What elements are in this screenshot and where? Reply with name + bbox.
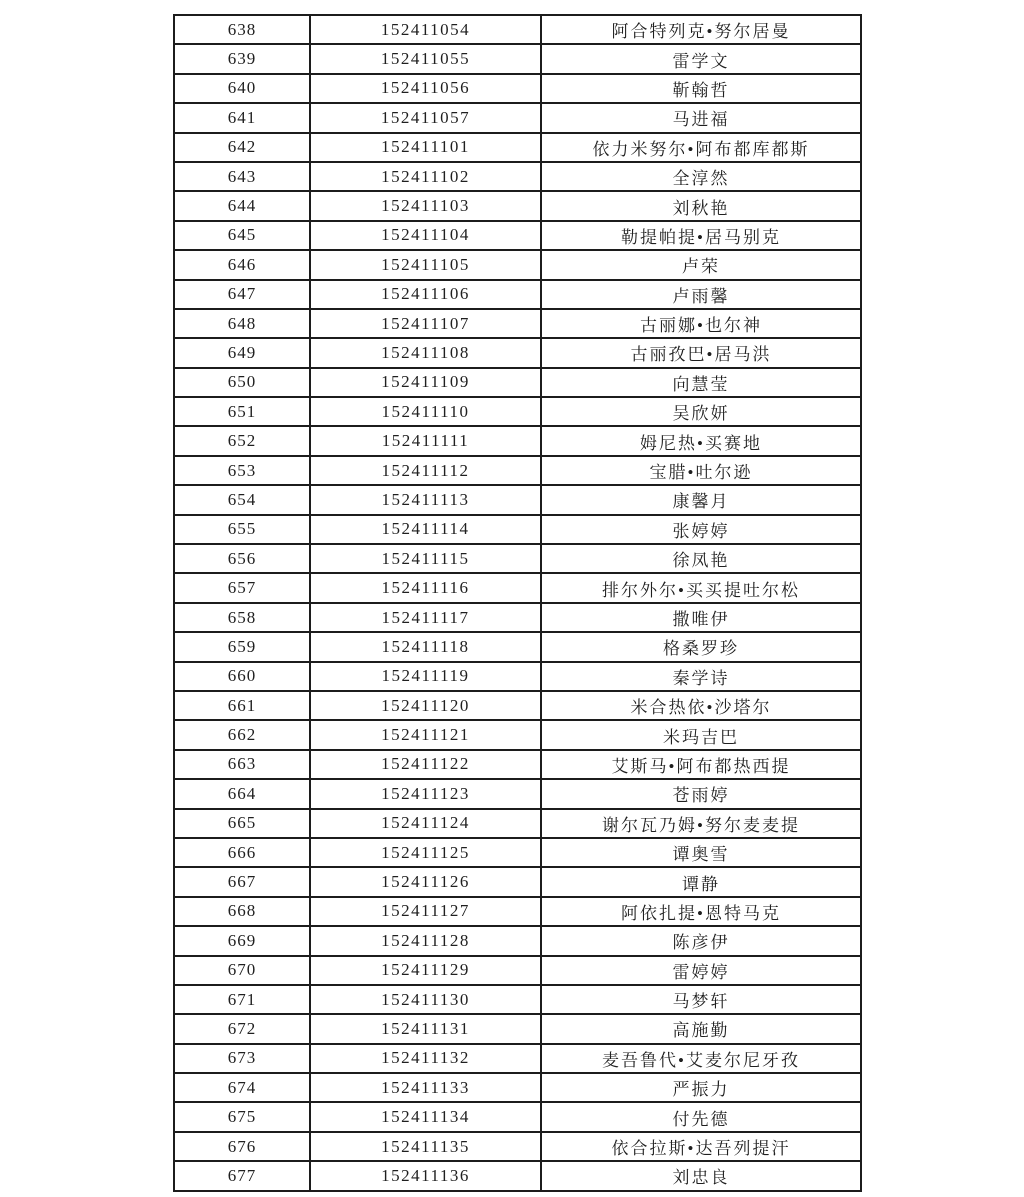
row-number-cell: 654 (174, 485, 310, 514)
student-name-cell: 严振力 (541, 1073, 861, 1102)
student-id-cell: 152411110 (310, 397, 541, 426)
student-name-cell: 阿合特列克•努尔居曼 (541, 15, 861, 44)
table-row (174, 1044, 861, 1073)
student-id-cell: 152411121 (310, 720, 541, 749)
student-name-cell: 张婷婷 (541, 515, 861, 544)
student-id-cell: 152411131 (310, 1014, 541, 1043)
student-id-cell: 152411113 (310, 485, 541, 514)
student-id-cell: 152411129 (310, 956, 541, 985)
table-row (174, 956, 861, 985)
student-name-cell: 勒提帕提•居马别克 (541, 221, 861, 250)
student-id-cell: 152411135 (310, 1132, 541, 1161)
table-row (174, 1161, 861, 1190)
student-id-cell: 152411102 (310, 162, 541, 191)
student-name-cell: 秦学诗 (541, 662, 861, 691)
row-number-cell: 661 (174, 691, 310, 720)
row-number-cell: 676 (174, 1132, 310, 1161)
row-number-cell: 646 (174, 250, 310, 279)
row-number-cell: 645 (174, 221, 310, 250)
row-number-cell: 656 (174, 544, 310, 573)
student-name-cell: 米玛吉巴 (541, 720, 861, 749)
student-id-cell: 152411103 (310, 191, 541, 220)
student-name-cell: 高施勤 (541, 1014, 861, 1043)
table-row (174, 103, 861, 132)
student-name-cell: 吴欣妍 (541, 397, 861, 426)
row-number-cell: 674 (174, 1073, 310, 1102)
table-row (174, 74, 861, 103)
student-name-cell: 雷学文 (541, 44, 861, 73)
table-row (174, 485, 861, 514)
row-number-cell: 647 (174, 280, 310, 309)
student-name-cell: 马进福 (541, 103, 861, 132)
student-id-cell: 152411118 (310, 632, 541, 661)
row-number-cell: 662 (174, 720, 310, 749)
table-row (174, 162, 861, 191)
student-id-cell: 152411114 (310, 515, 541, 544)
student-id-cell: 152411106 (310, 280, 541, 309)
row-number-cell: 672 (174, 1014, 310, 1043)
row-number-cell: 655 (174, 515, 310, 544)
table-row (174, 720, 861, 749)
student-name-cell: 麦吾鲁代•艾麦尔尼牙孜 (541, 1044, 861, 1073)
table-row (174, 897, 861, 926)
row-number-cell: 650 (174, 368, 310, 397)
table-row (174, 662, 861, 691)
student-id-cell: 152411130 (310, 985, 541, 1014)
row-number-cell: 639 (174, 44, 310, 73)
row-number-cell: 658 (174, 603, 310, 632)
student-id-cell: 152411126 (310, 867, 541, 896)
row-number-cell: 677 (174, 1161, 310, 1190)
student-name-cell: 陈彦伊 (541, 926, 861, 955)
row-number-cell: 665 (174, 809, 310, 838)
table-row (174, 191, 861, 220)
row-number-cell: 653 (174, 456, 310, 485)
table-row (174, 779, 861, 808)
student-id-cell: 152411132 (310, 1044, 541, 1073)
table-row (174, 368, 861, 397)
table-row (174, 573, 861, 602)
student-name-cell: 卢雨馨 (541, 280, 861, 309)
table-row (174, 15, 861, 44)
table-row (174, 985, 861, 1014)
table-row (174, 809, 861, 838)
student-id-cell: 152411128 (310, 926, 541, 955)
student-id-cell: 152411101 (310, 133, 541, 162)
row-number-cell: 659 (174, 632, 310, 661)
student-id-cell: 152411133 (310, 1073, 541, 1102)
table-row (174, 1014, 861, 1043)
row-number-cell: 668 (174, 897, 310, 926)
student-id-cell: 152411107 (310, 309, 541, 338)
student-name-cell: 古丽娜•也尔神 (541, 309, 861, 338)
student-id-cell: 152411115 (310, 544, 541, 573)
table-row (174, 632, 861, 661)
student-name-cell: 刘秋艳 (541, 191, 861, 220)
student-id-cell: 152411112 (310, 456, 541, 485)
table-row (174, 1102, 861, 1131)
student-name-cell: 排尔外尔•买买提吐尔松 (541, 573, 861, 602)
student-name-cell: 依力米努尔•阿布都库都斯 (541, 133, 861, 162)
student-name-cell: 阿依扎提•恩特马克 (541, 897, 861, 926)
row-number-cell: 642 (174, 133, 310, 162)
table-row (174, 44, 861, 73)
table-row (174, 691, 861, 720)
table-row (174, 426, 861, 455)
student-id-cell: 152411120 (310, 691, 541, 720)
student-name-cell: 雷婷婷 (541, 956, 861, 985)
row-number-cell: 643 (174, 162, 310, 191)
student-roster-table (173, 14, 862, 1192)
table-row (174, 750, 861, 779)
student-name-cell: 宝腊•吐尔逊 (541, 456, 861, 485)
table-row (174, 456, 861, 485)
student-id-cell: 152411123 (310, 779, 541, 808)
student-id-cell: 152411054 (310, 15, 541, 44)
table-row (174, 250, 861, 279)
table-row (174, 544, 861, 573)
student-name-cell: 徐凤艳 (541, 544, 861, 573)
row-number-cell: 673 (174, 1044, 310, 1073)
student-name-cell: 古丽孜巴•居马洪 (541, 338, 861, 367)
table-row (174, 1073, 861, 1102)
student-name-cell: 米合热依•沙塔尔 (541, 691, 861, 720)
row-number-cell: 663 (174, 750, 310, 779)
table-row (174, 515, 861, 544)
student-id-cell: 152411117 (310, 603, 541, 632)
row-number-cell: 638 (174, 15, 310, 44)
student-id-cell: 152411057 (310, 103, 541, 132)
student-name-cell: 格桑罗珍 (541, 632, 861, 661)
student-id-cell: 152411055 (310, 44, 541, 73)
table-row (174, 838, 861, 867)
student-id-cell: 152411111 (310, 426, 541, 455)
row-number-cell: 641 (174, 103, 310, 132)
row-number-cell: 640 (174, 74, 310, 103)
student-id-cell: 152411105 (310, 250, 541, 279)
student-name-cell: 依合拉斯•达吾列提汗 (541, 1132, 861, 1161)
row-number-cell: 651 (174, 397, 310, 426)
student-id-cell: 152411122 (310, 750, 541, 779)
student-name-cell: 谭静 (541, 867, 861, 896)
row-number-cell: 675 (174, 1102, 310, 1131)
table-row (174, 397, 861, 426)
table-row (174, 867, 861, 896)
table-row (174, 221, 861, 250)
table-row (174, 309, 861, 338)
student-name-cell: 全淳然 (541, 162, 861, 191)
roster-table-body (174, 15, 861, 1191)
row-number-cell: 648 (174, 309, 310, 338)
student-id-cell: 152411134 (310, 1102, 541, 1131)
student-name-cell: 苍雨婷 (541, 779, 861, 808)
student-name-cell: 谭奥雪 (541, 838, 861, 867)
student-name-cell: 靳翰哲 (541, 74, 861, 103)
student-id-cell: 152411104 (310, 221, 541, 250)
student-id-cell: 152411109 (310, 368, 541, 397)
table-row (174, 926, 861, 955)
student-name-cell: 撒唯伊 (541, 603, 861, 632)
student-id-cell: 152411116 (310, 573, 541, 602)
row-number-cell: 660 (174, 662, 310, 691)
table-row (174, 603, 861, 632)
student-name-cell: 谢尔瓦乃姆•努尔麦麦提 (541, 809, 861, 838)
row-number-cell: 667 (174, 867, 310, 896)
row-number-cell: 652 (174, 426, 310, 455)
row-number-cell: 644 (174, 191, 310, 220)
student-name-cell: 刘忠良 (541, 1161, 861, 1190)
student-name-cell: 艾斯马•阿布都热西提 (541, 750, 861, 779)
student-id-cell: 152411125 (310, 838, 541, 867)
student-name-cell: 康馨月 (541, 485, 861, 514)
row-number-cell: 671 (174, 985, 310, 1014)
student-id-cell: 152411119 (310, 662, 541, 691)
row-number-cell: 657 (174, 573, 310, 602)
row-number-cell: 664 (174, 779, 310, 808)
student-name-cell: 向慧莹 (541, 368, 861, 397)
row-number-cell: 670 (174, 956, 310, 985)
student-id-cell: 152411127 (310, 897, 541, 926)
student-id-cell: 152411136 (310, 1161, 541, 1190)
row-number-cell: 649 (174, 338, 310, 367)
row-number-cell: 666 (174, 838, 310, 867)
student-id-cell: 152411056 (310, 74, 541, 103)
student-id-cell: 152411124 (310, 809, 541, 838)
table-row (174, 280, 861, 309)
student-name-cell: 姆尼热•买赛地 (541, 426, 861, 455)
table-row (174, 1132, 861, 1161)
table-row (174, 133, 861, 162)
student-name-cell: 马梦轩 (541, 985, 861, 1014)
table-row (174, 338, 861, 367)
student-id-cell: 152411108 (310, 338, 541, 367)
student-name-cell: 卢荣 (541, 250, 861, 279)
row-number-cell: 669 (174, 926, 310, 955)
student-name-cell: 付先德 (541, 1102, 861, 1131)
